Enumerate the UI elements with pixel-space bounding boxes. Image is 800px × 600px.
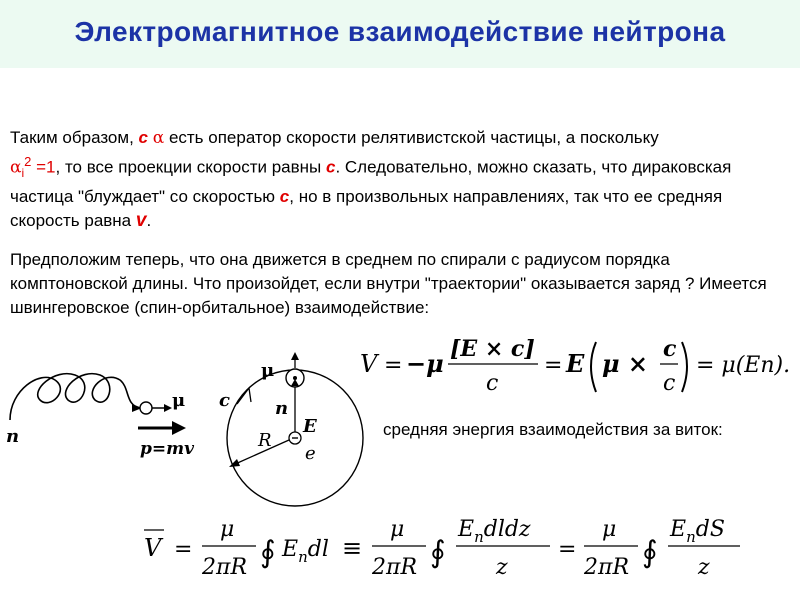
f1-E: E: [566, 349, 585, 378]
p1-text-3: , то все проекции скорости равны: [55, 157, 326, 177]
p1-text-5: , но в произвольных направлениях, так что ее средняя скорость равна: [10, 187, 723, 231]
spiral-n-label: n: [6, 426, 20, 447]
f2-oint-3: ∮: [642, 535, 658, 570]
f2-z-1: z: [496, 555, 508, 580]
paragraph-2: Предположим теперь, что она движется в среднем по спирали с радиусом порядка комптоновской длины. Что произойдет, если внутри "траектории" оказывается заряд ? Имеется швингеровское (спин-орбитальное) взаимодействие:: [10, 250, 767, 317]
mu-vector-head: [291, 352, 299, 360]
f1-c-num: c: [663, 336, 677, 362]
p1-text-1: Таким образом,: [10, 128, 139, 147]
f1-minus-mu: −μ: [406, 349, 444, 378]
equals-one: =1: [31, 157, 56, 177]
spiral-path: [10, 374, 140, 420]
circle-n-label: n: [275, 398, 289, 419]
spiral-figure: [0, 350, 215, 465]
page-title: Электромагнитное взаимодействие нейтрона: [74, 16, 726, 47]
f2-mu-2: μ: [390, 517, 405, 542]
f2-num3: $E_ndS$: [670, 517, 725, 546]
p1-text-2: есть оператор скорости релятивистской частицы, а поскольку: [164, 128, 659, 147]
f2-2piR-3: 2πR: [584, 555, 630, 580]
circle-mu-label: μ: [261, 360, 275, 381]
p1-text-6: .: [146, 211, 152, 231]
f1-left-paren: [591, 342, 596, 392]
alpha-symbol-2: α: [10, 157, 22, 178]
superscript-2: 2: [24, 154, 32, 169]
f2-term1-E: $E_ndl$: [282, 537, 329, 566]
f2-oint-1: ∮: [260, 535, 276, 570]
paragraph-1: [10, 126, 792, 233]
alpha-symbol: α: [152, 128, 165, 148]
f2-mu-3: μ: [602, 517, 617, 542]
circle-R-label: R: [258, 430, 272, 451]
f1-rhs: = μ(En).: [696, 353, 791, 378]
f2-mu-1: μ: [220, 517, 235, 542]
mu-arrowhead: [164, 404, 172, 412]
f2-2piR-1: 2πR: [202, 555, 248, 580]
f1-eq-2: =: [544, 353, 563, 378]
f1-cross-numerator: [E × c]: [450, 336, 535, 362]
spiral-mu-label: μ: [172, 390, 186, 411]
f2-oint-2: ∮: [430, 535, 446, 570]
f1-eq: =: [384, 353, 403, 378]
f1-mu-times: μ ×: [602, 349, 649, 378]
f1-right-paren: [682, 342, 687, 392]
formula-average-energy: [140, 508, 760, 592]
f1-denominator-c: c: [486, 371, 499, 396]
subscript-i: i: [21, 166, 25, 181]
momentum-arrowhead: [172, 421, 186, 435]
circle-c-label: c: [219, 390, 230, 411]
c-speed-1: c: [325, 157, 336, 177]
f2-eq-1: =: [174, 537, 193, 562]
particle-circle: [140, 402, 152, 414]
circle-E-label: E: [303, 416, 317, 437]
c-direction-arrow: [237, 388, 251, 404]
formula-schwinger: [358, 332, 798, 402]
p1-text-4: . Следовательно, можно сказать, что дираковская частица "блуждает" со скоростью: [10, 157, 732, 207]
circle-figure: [215, 350, 375, 520]
circle-e-label: e: [305, 443, 316, 464]
v-speed: v: [135, 210, 147, 232]
energy-caption: средняя энергия взаимодействия за виток:: [383, 420, 723, 439]
f2-V: V: [144, 534, 162, 562]
f1-c-den: c: [663, 371, 676, 396]
f2-eq-2: =: [558, 537, 577, 562]
f2-z-2: z: [698, 555, 710, 580]
momentum-label: p=mv: [140, 439, 194, 459]
f1-V: V: [360, 350, 378, 378]
f2-2piR-2: 2πR: [372, 555, 418, 580]
f2-num2: $E_ndldz$: [458, 517, 531, 546]
c-operator: c: [138, 128, 148, 147]
f2-equiv: ≡: [342, 534, 363, 562]
c-speed-2: c: [279, 187, 290, 207]
